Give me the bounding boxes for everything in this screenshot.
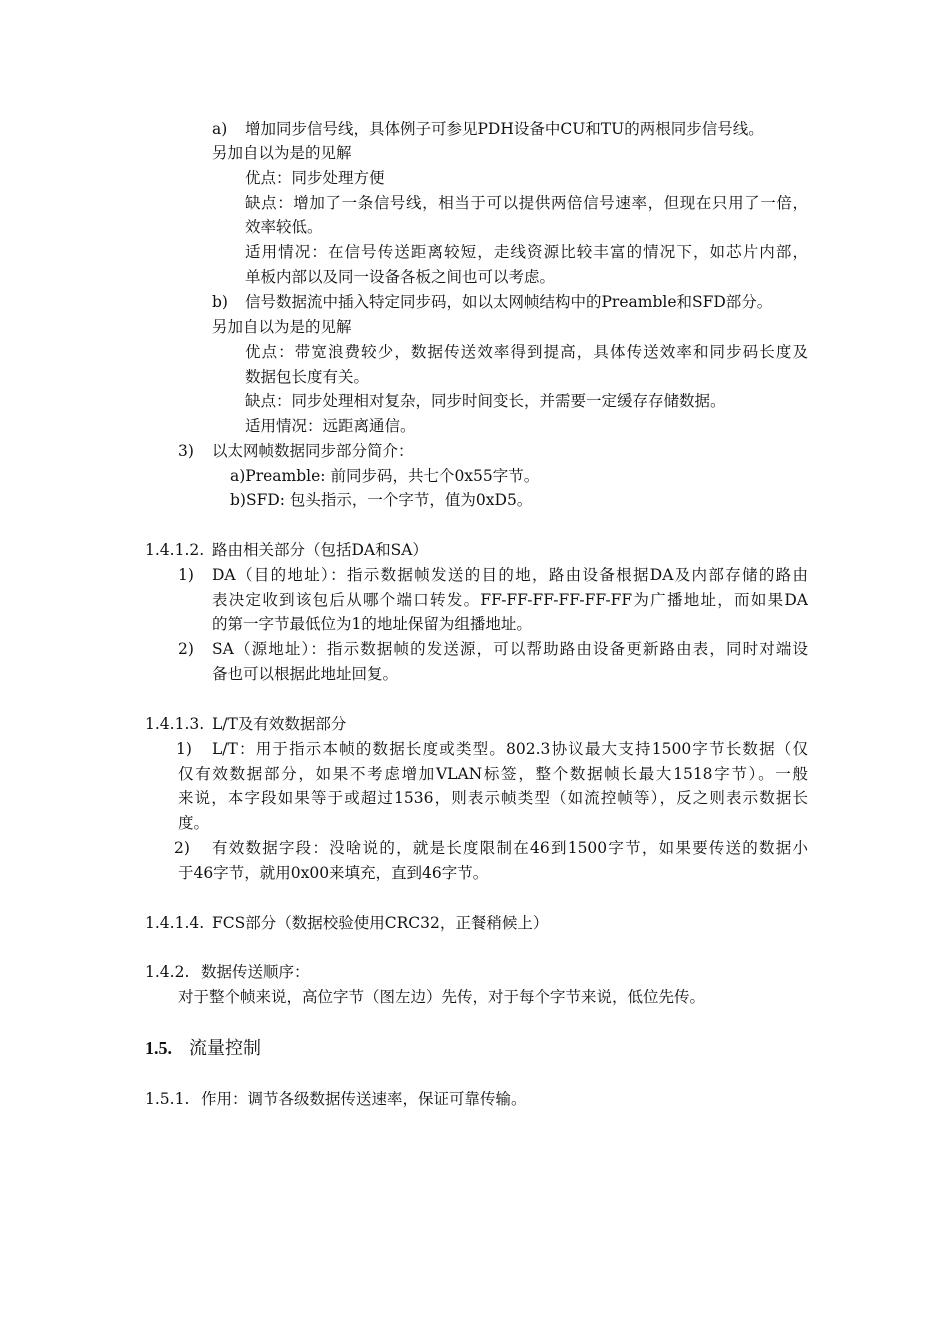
paragraph-line: L/T：用于指示本帧的数据长度或类型。802.3协议最大支持1500字节长数据（仅	[212, 740, 808, 758]
section-number: 1.5.1.	[145, 1090, 190, 1108]
paragraph-line: 来说，本字段如果等于或超过1536，则表示帧类型（如流控帧等），反之则表示数据长	[178, 789, 808, 807]
paragraph-line: 效率较低。	[245, 218, 323, 236]
section-heading	[145, 712, 346, 736]
section-title: L/T及有效数据部分	[212, 715, 347, 733]
section-number: 1.5.	[145, 1038, 172, 1058]
paragraph-line: 对于整个帧来说，高位字节（图左边）先传，对于每个字节来说，低位先传。	[178, 988, 706, 1006]
section-heading	[145, 538, 428, 562]
paragraph-line: 度。	[178, 814, 210, 832]
paragraph-line: a)Preamble: 前同步码，共七个0x55字节。	[230, 467, 540, 485]
section-number: 1.4.2.	[145, 963, 190, 981]
paragraph-line: 优点：带宽浪费较少，数据传送效率得到提高，具体传送效率和同步码长度及	[245, 343, 808, 361]
paragraph-line: 缺点：增加了一条信号线，相当于可以提供两倍信号速率，但现在只用了一倍，	[245, 194, 808, 212]
section-heading	[145, 911, 548, 935]
paragraph-line: 单板内部以及同一设备各板之间也可以考虑。	[245, 268, 556, 286]
list-item-a	[212, 117, 764, 141]
list-marker: a)	[212, 120, 228, 138]
paragraph-line: 有效数据字段：没啥说的，就是长度限制在46到1500字节，如果要传送的数据小	[212, 839, 808, 857]
paragraph-line: 缺点：同步处理相对复杂，同步时间变长，并需要一定缓存存储数据。	[245, 392, 726, 410]
paragraph-line: 优点：同步处理方便	[245, 169, 385, 187]
section-heading	[145, 1087, 527, 1111]
section-number: 1.4.1.3.	[145, 715, 205, 733]
section-heading	[145, 960, 310, 984]
list-item-3	[178, 439, 414, 463]
paragraph-line: 仅有效数据部分，如果不考虑增加VLAN标签，整个数据帧长最大1518字节）。一般	[178, 765, 808, 783]
chapter-heading	[145, 1034, 261, 1062]
section-title: 流量控制	[189, 1038, 261, 1059]
paragraph-line: SA（源地址）：指示数据帧的发送源，可以帮助路由设备更新路由表，同时对端设	[212, 640, 808, 658]
section-title: 数据传送顺序：	[201, 963, 310, 981]
list-item-text: 以太网帧数据同步部分简介：	[212, 442, 414, 460]
paragraph-line: 适用情况：远距离通信。	[245, 417, 416, 435]
section-title: 作用：调节各级数据传送速率，保证可靠传输。	[201, 1090, 527, 1108]
list-marker: 2)	[178, 640, 194, 658]
section-number: 1.4.1.4.	[145, 914, 205, 932]
section-title: FCS部分（数据校验使用CRC32，正餐稍候上）	[212, 914, 549, 932]
paragraph-line: DA（目的地址）：指示数据帧发送的目的地，路由设备根据DA及内部存储的路由	[212, 566, 808, 584]
paragraph-line: 于46字节，就用0x00来填充，直到46字节。	[178, 864, 489, 882]
list-item-text: 信号数据流中插入特定同步码，如以太网帧结构中的Preamble和SFD部分。	[245, 293, 773, 311]
paragraph-line: 另加自以为是的见解	[212, 318, 352, 336]
section-number: 1.4.1.2.	[145, 541, 205, 559]
list-item-text: 增加同步信号线，具体例子可参见PDH设备中CU和TU的两根同步信号线。	[245, 120, 764, 138]
paragraph-line: 另加自以为是的见解	[212, 144, 352, 162]
list-item-b	[212, 290, 772, 314]
list-marker: b)	[212, 293, 228, 311]
paragraph-line: 备也可以根据此地址回复。	[212, 665, 399, 683]
paragraph-line: 适用情况：在信号传送距离较短，走线资源比较丰富的情况下，如芯片内部，	[245, 243, 808, 261]
list-marker: 1)	[178, 566, 194, 584]
list-marker: 1)	[176, 740, 192, 758]
paragraph-line: 表决定收到该包后从哪个端口转发。FF-FF-FF-FF-FF-FF为广播地址，而如果DA	[212, 591, 808, 609]
list-marker: 2)	[174, 839, 190, 857]
list-marker: 3)	[178, 442, 194, 460]
paragraph-line: 的第一字节最低位为1的地址保留为组播地址。	[212, 615, 532, 633]
paragraph-line: 数据包长度有关。	[245, 368, 370, 386]
section-title: 路由相关部分（包括DA和SA）	[212, 541, 428, 559]
paragraph-line: b)SFD: 包头指示，一个字节，值为0xD5。	[230, 491, 533, 509]
